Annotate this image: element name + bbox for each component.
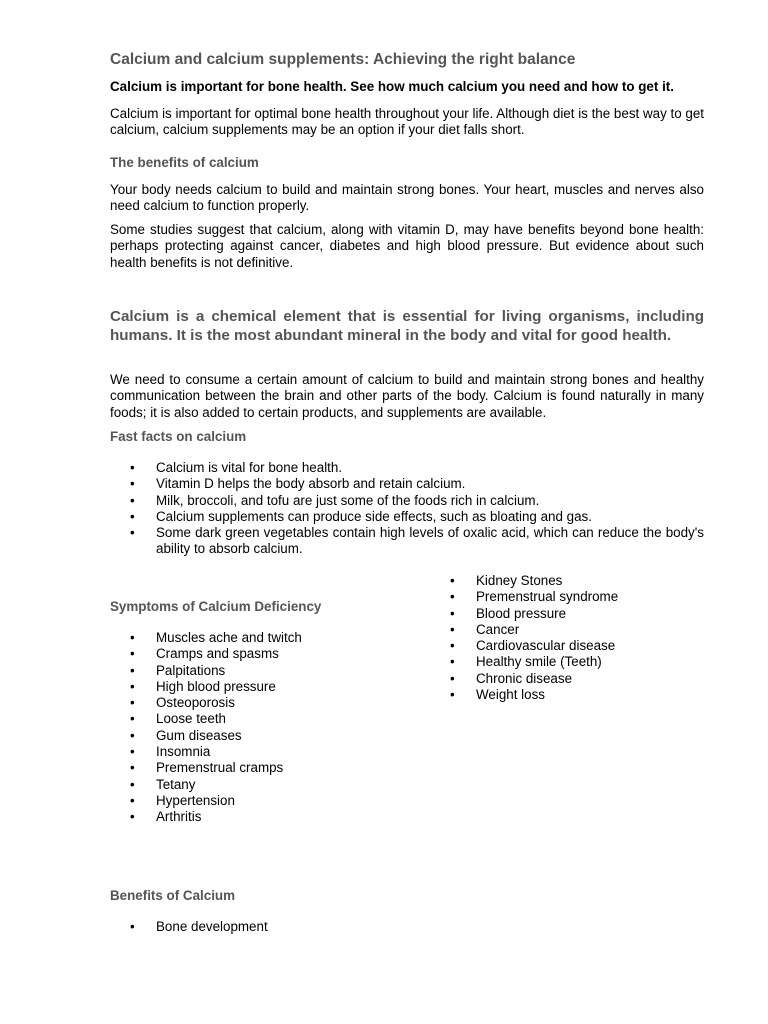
benefits-of-calcium-heading: Benefits of Calcium [110, 888, 236, 903]
list-item: • Arthritis [110, 809, 410, 825]
list-item: • Milk, broccoli, and tofu are just some of the foods rich in calcium. [110, 493, 704, 509]
benefits-paragraph-1: Your body needs calcium to build and maintain strong bones. Your heart, muscles and nerves also need calcium to function properly. [110, 182, 704, 214]
list-item: • Gum diseases [110, 728, 410, 744]
list-item: • Vitamin D helps the body absorb and retain calcium. [110, 476, 704, 492]
list-item: • Healthy smile (Teeth) [430, 654, 690, 670]
list-item: • Insomnia [110, 744, 410, 760]
fast-facts-heading: Fast facts on calcium [110, 429, 247, 444]
list-item: • Palpitations [110, 663, 410, 679]
list-item: • Loose teeth [110, 711, 410, 727]
list-item: • Premenstrual cramps [110, 760, 410, 776]
symptoms-list [110, 630, 410, 826]
element-paragraph: We need to consume a certain amount of calcium to build and maintain strong bones and healthy communication between the brain and other parts of the body. Calcium is found naturally in many foods; it is also added to certain products, and supplements are available. [110, 372, 704, 420]
page-subtitle: Calcium is important for bone health. See how much calcium you need and how to get it. [110, 79, 674, 94]
list-item: • Bone development [110, 919, 410, 935]
page-title: Calcium and calcium supplements: Achieving the right balance [110, 51, 576, 68]
element-heading: Calcium is a chemical element that is essential for living organisms, including humans. It is the most abundant mineral in the body and vital for good health. [110, 308, 704, 344]
symptoms-heading: Symptoms of Calcium Deficiency [110, 599, 322, 614]
benefits-heading: The benefits of calcium [110, 155, 259, 170]
list-item: • Cardiovascular disease [430, 638, 690, 654]
benefits-paragraph-2: Some studies suggest that calcium, along with vitamin D, may have benefits beyond bone health: perhaps protecting against cancer, diabetes and high blood pressure. But evidence about such health benefits is not definitive. [110, 222, 704, 270]
benefits-list [110, 919, 410, 935]
list-item: • Some dark green vegetables contain high levels of oxalic acid, which can reduce the body's ability to absorb calcium. [110, 525, 704, 558]
list-item: • Hypertension [110, 793, 410, 809]
intro-paragraph: Calcium is important for optimal bone health throughout your life. Although diet is the best way to get calcium, calcium supplements may be an option if your diet falls short. [110, 106, 704, 138]
list-item: • Cancer [430, 622, 690, 638]
list-item: • Tetany [110, 777, 410, 793]
list-item: • Weight loss [430, 687, 690, 703]
list-item: • Kidney Stones [430, 573, 690, 589]
list-item: • Blood pressure [430, 606, 690, 622]
list-item: • Calcium supplements can produce side effects, such as bloating and gas. [110, 509, 704, 525]
list-item: • High blood pressure [110, 679, 410, 695]
list-item: • Osteoporosis [110, 695, 410, 711]
right-column-list [430, 573, 690, 703]
list-item: • Premenstrual syndrome [430, 589, 690, 605]
list-item: • Cramps and spasms [110, 646, 410, 662]
list-item: • Calcium is vital for bone health. [110, 460, 704, 476]
fast-facts-list [110, 460, 704, 558]
list-item: • Chronic disease [430, 671, 690, 687]
list-item: • Muscles ache and twitch [110, 630, 410, 646]
